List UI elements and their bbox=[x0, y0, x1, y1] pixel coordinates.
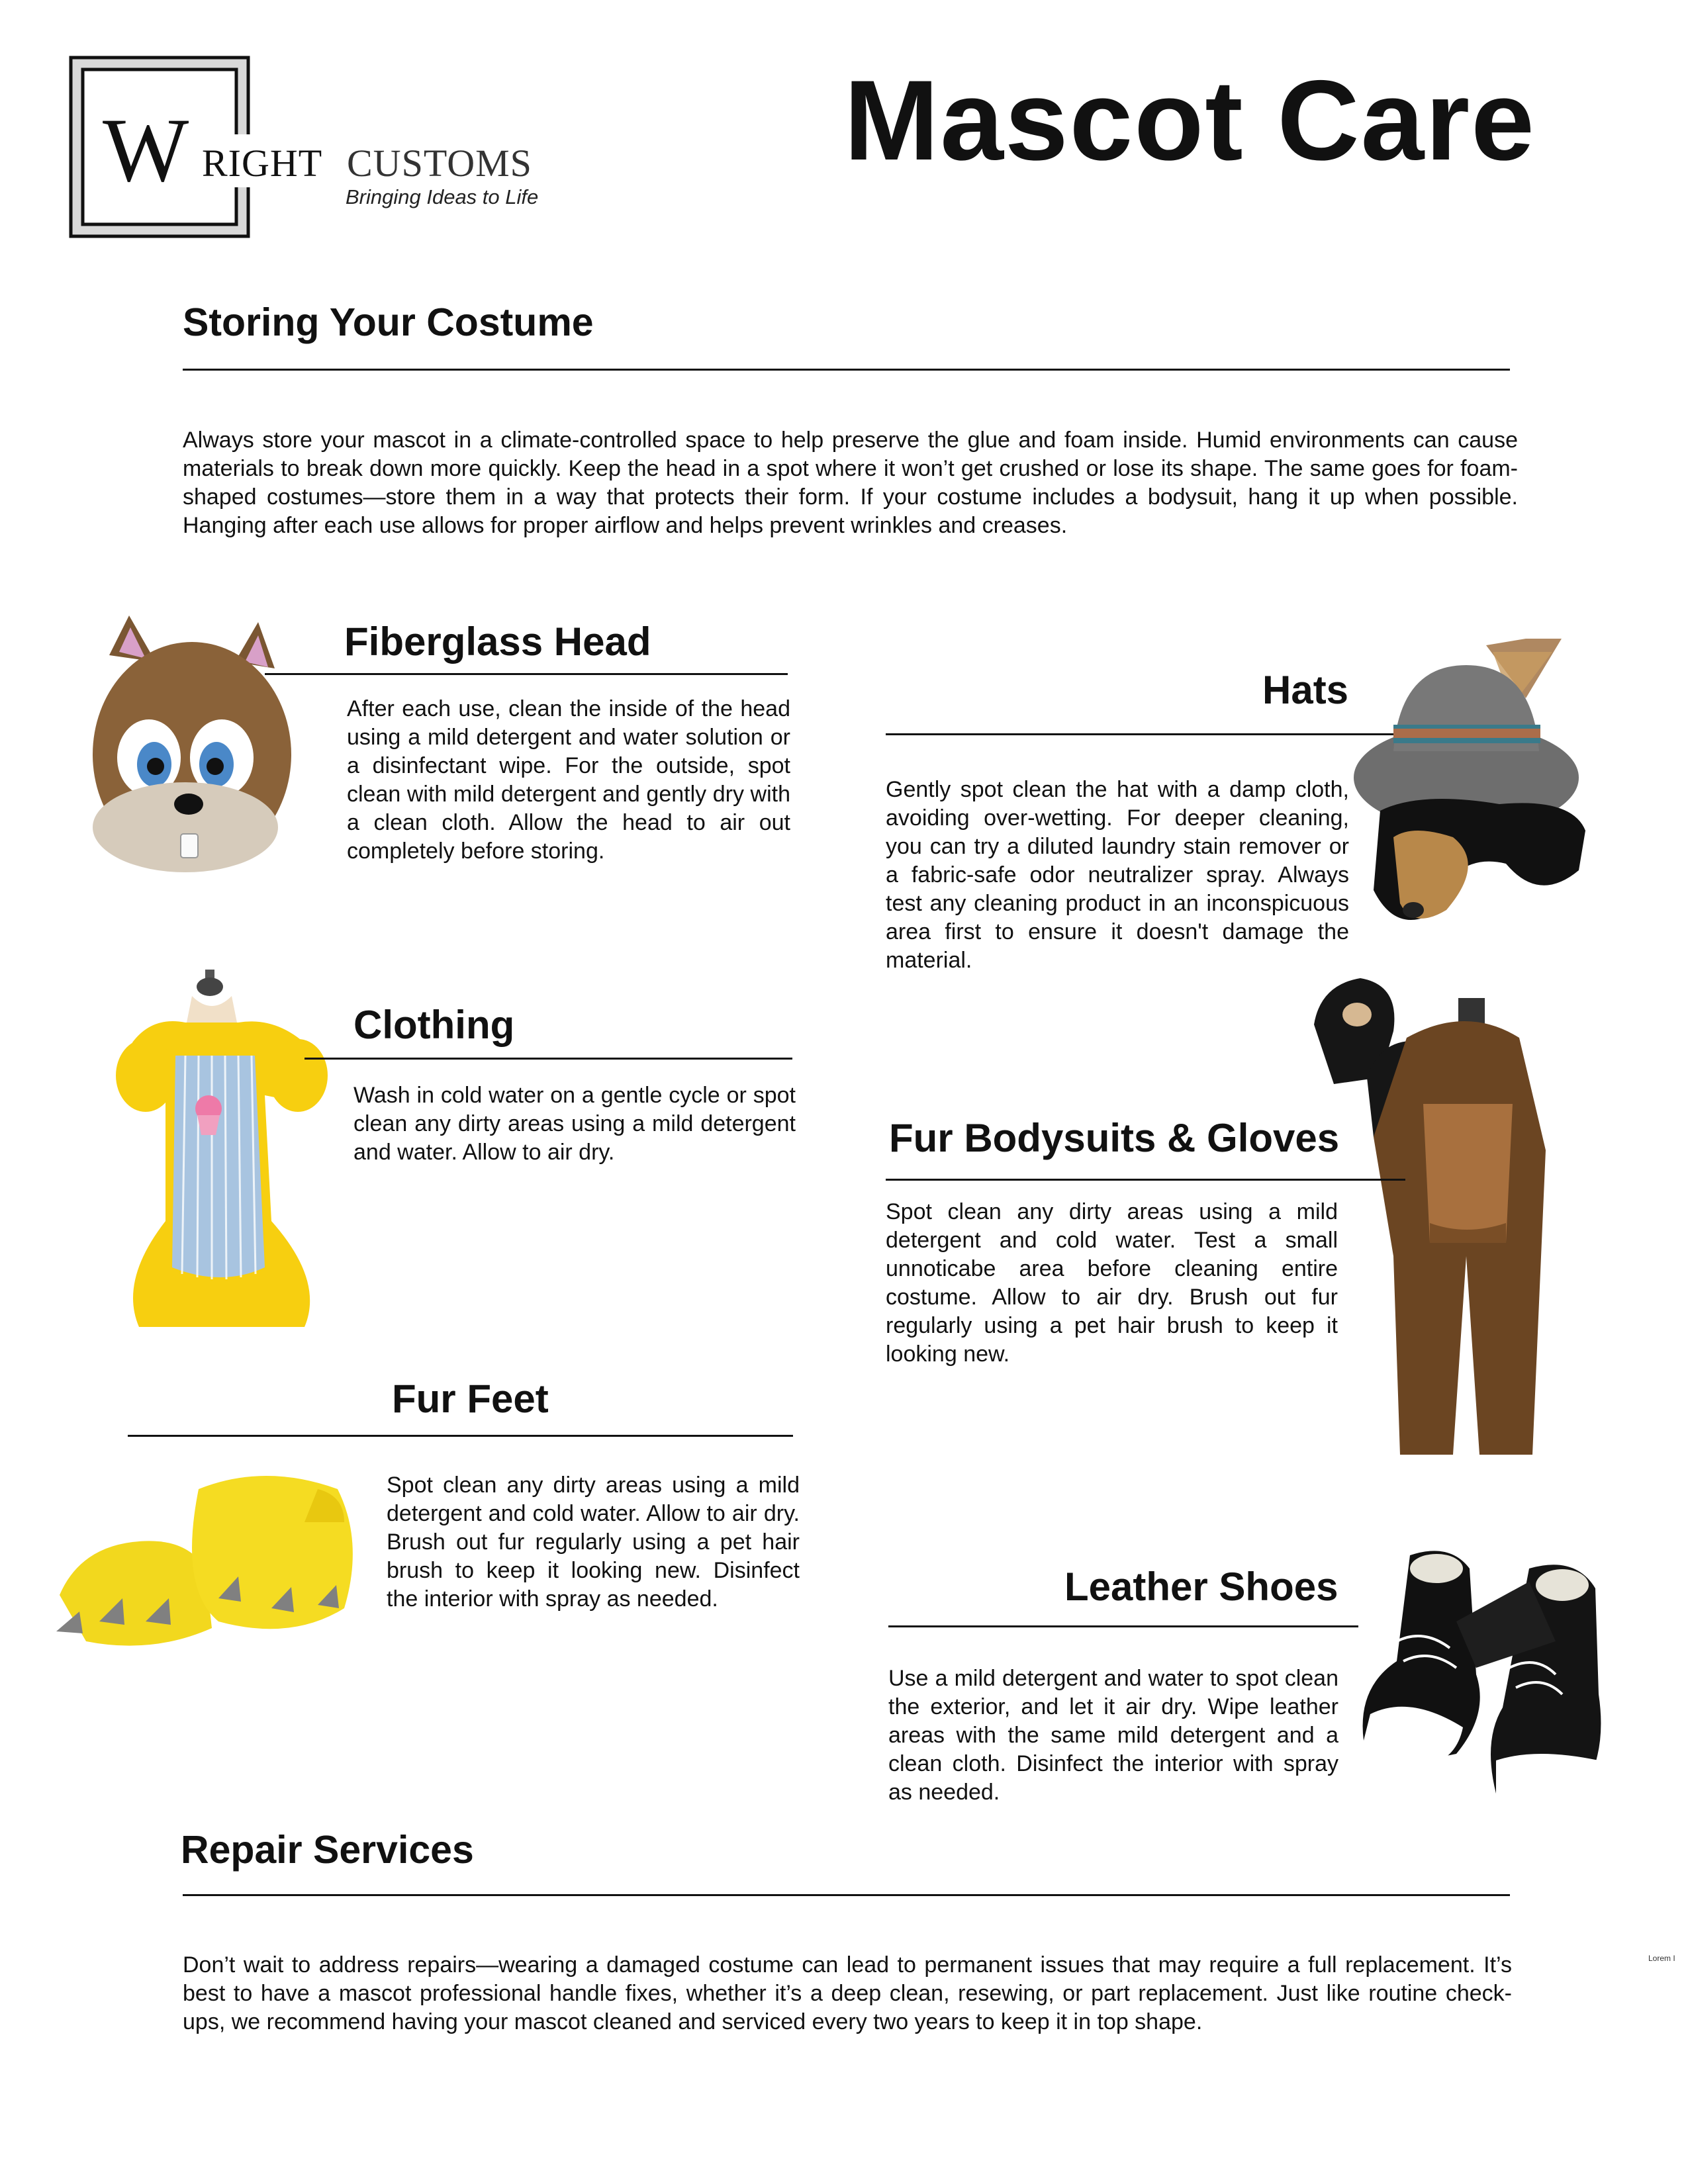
fur-bodysuits-divider bbox=[886, 1179, 1405, 1181]
repair-divider bbox=[183, 1894, 1510, 1896]
storing-heading: Storing Your Costume bbox=[183, 300, 594, 344]
fur-bodysuits-heading: Fur Bodysuits & Gloves bbox=[889, 1116, 1340, 1160]
hat-image bbox=[1354, 639, 1592, 936]
logo-tagline: Bringing Ideas to Life bbox=[346, 185, 539, 208]
leather-shoes-body: Use a mild detergent and water to spot clean the exterior, and let it air dry. Wipe leather areas with the same mild detergent and a clean cloth. Disinfect the interior with spray as needed. bbox=[888, 1666, 1338, 1805]
page-title: Mascot Care bbox=[844, 57, 1536, 184]
stray-lorem-text: Lorem I bbox=[1648, 1954, 1675, 1963]
fiberglass-head-heading: Fiberglass Head bbox=[344, 619, 651, 664]
squirrel-head-image bbox=[83, 615, 298, 877]
fiberglass-head-divider bbox=[265, 673, 788, 675]
logo-text-customs: CUSTOMS bbox=[347, 142, 532, 185]
clothing-body: Wash in cold water on a gentle cycle or spot clean any dirty areas using a mild detergent and water. Allow to air dry. bbox=[353, 1083, 796, 1165]
leather-shoes-divider bbox=[888, 1625, 1358, 1627]
logo-letter-w: W bbox=[103, 99, 187, 201]
leather-shoes-heading: Leather Shoes bbox=[1064, 1565, 1338, 1609]
repair-body: Don’t wait to address repairs—wearing a damaged costume can lead to permanent issues that may require a full replacement. It’s best to have a mascot professional handle fixes, whether it’s a deep clean, resewing, or part replacement. Just like routine check-ups, we recommend having your mascot cleaned and serviced every two years to keep it in top shape. bbox=[183, 1952, 1512, 2034]
storing-divider bbox=[183, 369, 1510, 371]
fur-feet-image bbox=[53, 1463, 361, 1658]
fiberglass-head-body: After each use, clean the inside of the head using a mild detergent and water solution or a disinfectant wipe. For the outside, spot clean with mild detergent and gently dry with a clean cloth. Allow the head to air out completely before storing. bbox=[347, 696, 790, 864]
dress-image bbox=[113, 970, 331, 1340]
fur-feet-heading: Fur Feet bbox=[392, 1377, 549, 1421]
logo-text-right: RIGHT bbox=[202, 142, 323, 185]
hats-heading: Hats bbox=[1262, 668, 1349, 712]
clothing-heading: Clothing bbox=[353, 1003, 515, 1047]
leather-shoes-image bbox=[1357, 1542, 1609, 1820]
fur-feet-divider bbox=[128, 1435, 793, 1437]
fur-bodysuit-image bbox=[1307, 978, 1566, 1475]
fur-bodysuits-body: Spot clean any dirty areas using a mild detergent and cold water. Test a small unnoticabe area before cleaning entire costume. Allow to air dry. Brush out fur regularly using a pet hair brush to keep it looking new. bbox=[886, 1199, 1338, 1367]
repair-heading: Repair Services bbox=[181, 1828, 474, 1872]
clothing-divider bbox=[305, 1058, 792, 1060]
hats-body: Gently spot clean the hat with a damp cloth, avoiding over-wetting. For deeper cleaning, you can try a diluted laundry stain remover or a fabric-safe odor neutralizer spray. Always test any cleaning product in an inconspicuous area first to ensure it doesn't damage the material. bbox=[886, 777, 1349, 973]
storing-body: Always store your mascot in a climate-controlled space to help preserve the glue and foam inside. Humid environments can cause materials to break down more quickly. Keep the head in a spot where it won’t get crushed or lose its shape. The same goes for foam-shaped costumes—store them in a way that protects their form. If your costume includes a bodysuit, hang it up when possible. Hanging after each use allows for proper airflow and helps prevent wrinkles and creases. bbox=[183, 428, 1518, 538]
fur-feet-body: Spot clean any dirty areas using a mild detergent and cold water. Allow to air dry. Brush out fur regularly using a pet hair brush to keep it looking new. Disinfect the interior with spray as needed. bbox=[387, 1473, 800, 1612]
hats-divider bbox=[886, 733, 1419, 735]
